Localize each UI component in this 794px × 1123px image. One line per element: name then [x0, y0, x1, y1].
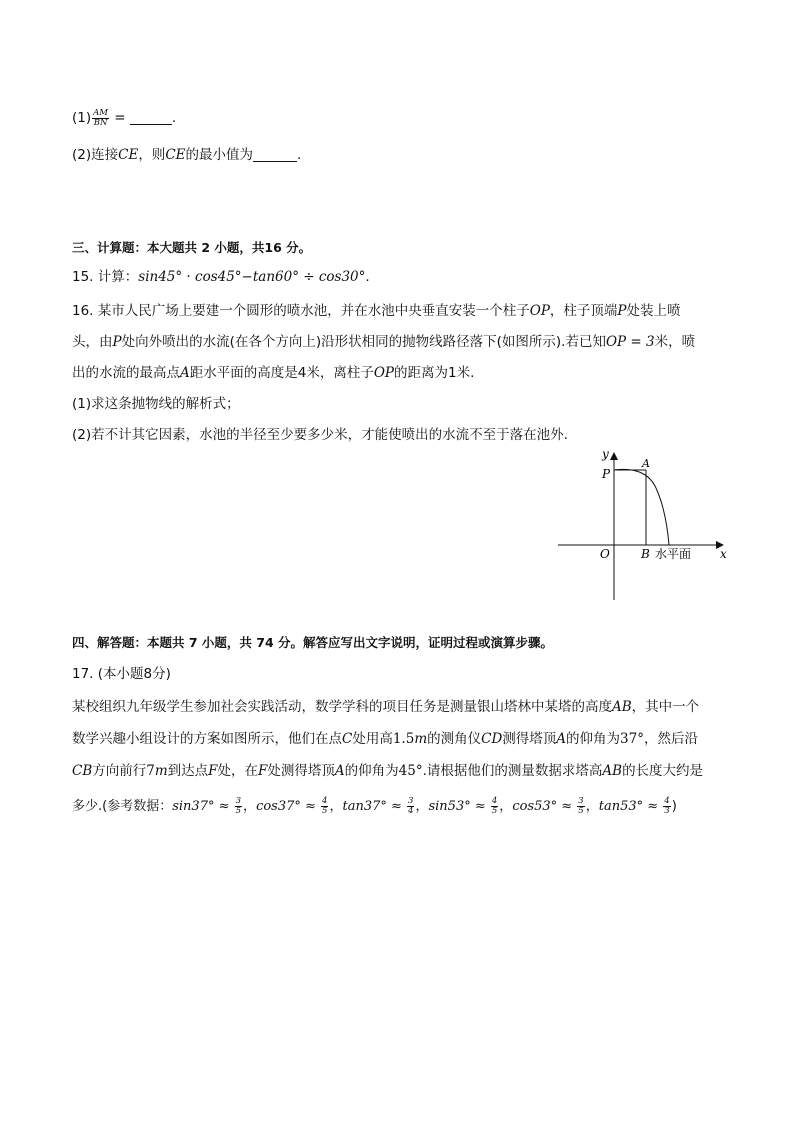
q17-text: 数学兴趣小组设计的方案如图所示，他们在点	[72, 731, 342, 747]
q17-text: 多少.(参考数据：	[72, 799, 173, 814]
q17-text: 方向前行	[92, 763, 147, 779]
q16-line-3	[72, 363, 474, 383]
label-b: B	[641, 547, 650, 561]
separator: ，	[499, 799, 513, 814]
q15	[72, 267, 370, 287]
q14-part2-mid: ，则	[138, 147, 166, 163]
q17-math: AB	[612, 699, 632, 715]
q14-frac-den: BN	[93, 117, 108, 128]
q14-answer-blank-2[interactable]	[253, 161, 297, 162]
q17-line-3	[72, 761, 703, 781]
q17-math: A	[556, 731, 567, 747]
q14-answer-blank-1[interactable]	[130, 124, 172, 125]
separator: ，	[415, 799, 429, 814]
q16-text: 头，由	[72, 334, 113, 350]
frac-num: 3	[235, 796, 242, 806]
q17-math: AB	[602, 763, 623, 779]
q16-text: 的距离为1米.	[394, 365, 475, 381]
q17-math: CD	[481, 731, 503, 747]
label-a: A	[642, 457, 650, 470]
q14-equals: =	[109, 110, 130, 126]
q16-math: A	[180, 365, 190, 381]
q14-part2-suffix: 的最小值为	[185, 147, 253, 163]
separator: ，	[329, 799, 343, 814]
q15-end: .	[365, 269, 370, 285]
q17-angle: 37°	[620, 731, 644, 747]
ref-sin37-frac	[235, 797, 242, 816]
ref-cos53: cos53° ≈	[512, 799, 577, 814]
q16-text: 距水平面的高度是4米，离柱子	[189, 365, 374, 381]
ref-cos53-frac	[577, 797, 584, 816]
q17-angle: 45°	[398, 763, 423, 779]
frac-num: 4	[322, 796, 328, 806]
ref-cos37-frac	[321, 797, 328, 816]
ref-cos37: cos37° ≈	[256, 799, 321, 814]
q16-math: OP	[373, 365, 394, 381]
q14-frac-num: AM	[93, 107, 108, 118]
separator: ，	[585, 799, 599, 814]
q17-math: CB	[72, 763, 93, 779]
q16-text: 16. 某市人民广场上要建一个圆形的喷水池，并在水池中央垂直安装一个柱子	[72, 303, 530, 319]
ref-sin53: sin53° ≈	[428, 799, 490, 814]
q17-text: 处用高	[352, 731, 393, 747]
q14-ce-1: CE	[118, 147, 139, 163]
q17-text: 处测得塔顶	[267, 763, 335, 779]
q17-line-4	[72, 797, 677, 817]
q17-math: A	[334, 763, 345, 779]
q17-text: ，然后沿	[643, 731, 698, 747]
fountain-parabola-figure	[550, 448, 730, 608]
q16-subquestion-2: (2)若不计其它因素，水池的半径至少要多少米，才能使喷出的水流不至于落在池外.	[72, 427, 568, 443]
q17-line-1	[72, 697, 699, 717]
q16-text: 处向外喷出的水流(在各个方向上)沿形状相同的抛物线路径落下(如图所示).若已知	[121, 334, 606, 350]
q16-text: 出的水流的最高点	[72, 365, 180, 381]
q17-math: m	[154, 763, 168, 779]
q16-math: P	[617, 303, 627, 319]
q16-math: OP = 3	[605, 334, 655, 350]
label-x: x	[720, 547, 727, 561]
ref-sin37: sin37° ≈	[172, 799, 234, 814]
section4-heading: 四、解答题：本题共 7 小题，共 74 分。解答应写出文字说明，证明过程或演算步骤。	[72, 635, 554, 650]
q16-line-2	[72, 332, 695, 352]
q15-expression: sin45° · cos45°−tan60° ÷ cos30°	[138, 269, 366, 285]
q17-text: 到达点	[167, 763, 209, 779]
q17-math: C	[342, 731, 353, 747]
frac-den: 5	[578, 806, 584, 816]
q17-text: 的仰角为	[566, 731, 621, 747]
ref-tan37-frac	[407, 797, 414, 816]
label-water-level: 水平面	[655, 547, 692, 561]
q17-math: F	[208, 763, 218, 779]
y-axis-arrow	[610, 452, 618, 460]
label-p: P	[602, 467, 611, 481]
section3-heading: 三、计算题：本大题共 2 小题，共16 分。	[72, 240, 312, 255]
q17-math: F	[258, 763, 268, 779]
q17-header: 17. (本小题8分)	[72, 666, 171, 682]
q15-label: 15. 计算：	[72, 269, 139, 285]
q16-text: 米，喷	[654, 334, 696, 350]
q17-number: 7	[146, 763, 155, 779]
frac-den: 3	[664, 806, 670, 816]
frac-num: 3	[578, 796, 584, 806]
frac-den: 5	[491, 806, 498, 816]
ref-tan53-frac	[663, 797, 670, 816]
frac-den: 5	[235, 806, 242, 816]
q17-close-paren: )	[671, 799, 677, 814]
q14-part1-label: (1)	[72, 110, 92, 126]
q17-number: 1.5	[392, 731, 415, 747]
q16-math: OP	[529, 303, 550, 319]
q16-text: 处装上喷	[626, 303, 681, 319]
q14-part1-end: .	[171, 110, 177, 126]
frac-den: 4	[408, 806, 414, 816]
label-y: y	[602, 448, 609, 461]
q17-text: 的测角仪	[427, 731, 482, 747]
ref-tan53: tan53° ≈	[598, 799, 663, 814]
frac-num: 3	[408, 796, 414, 806]
q17-line-2	[72, 729, 698, 749]
frac-num: 4	[491, 796, 498, 806]
parabola-curve	[614, 469, 669, 545]
separator: ，	[243, 799, 257, 814]
q14-part1	[72, 108, 176, 128]
q16-line-1	[72, 301, 681, 321]
q16-math: P	[112, 334, 122, 350]
ref-sin53-frac	[491, 797, 498, 816]
q14-fraction	[92, 109, 109, 128]
q17-math: m	[414, 731, 428, 747]
q14-part2-end: .	[297, 147, 302, 163]
q17-text: 的长度大约是	[622, 763, 704, 779]
label-o: O	[600, 547, 610, 561]
q14-ce-2: CE	[165, 147, 186, 163]
q14-part2-prefix: (2)连接	[72, 147, 119, 163]
q16-text: ，柱子顶端	[549, 303, 618, 319]
q17-text: 测得塔顶	[502, 731, 557, 747]
q17-text: ，其中一个	[631, 699, 700, 715]
q17-text: 处，在	[217, 763, 259, 779]
q17-text: .请根据他们的测量数据求塔高	[422, 763, 603, 779]
frac-num: 4	[664, 796, 670, 806]
frac-den: 5	[322, 806, 328, 816]
q17-text: 某校组织九年级学生参加社会实践活动，数学学科的项目任务是测量银山塔林中某塔的高度	[72, 699, 612, 715]
ref-tan37: tan37° ≈	[342, 799, 407, 814]
q16-subquestion-1: (1)求这条抛物线的解析式；	[72, 396, 240, 412]
q17-text: 的仰角为	[344, 763, 399, 779]
q14-part2	[72, 145, 301, 165]
